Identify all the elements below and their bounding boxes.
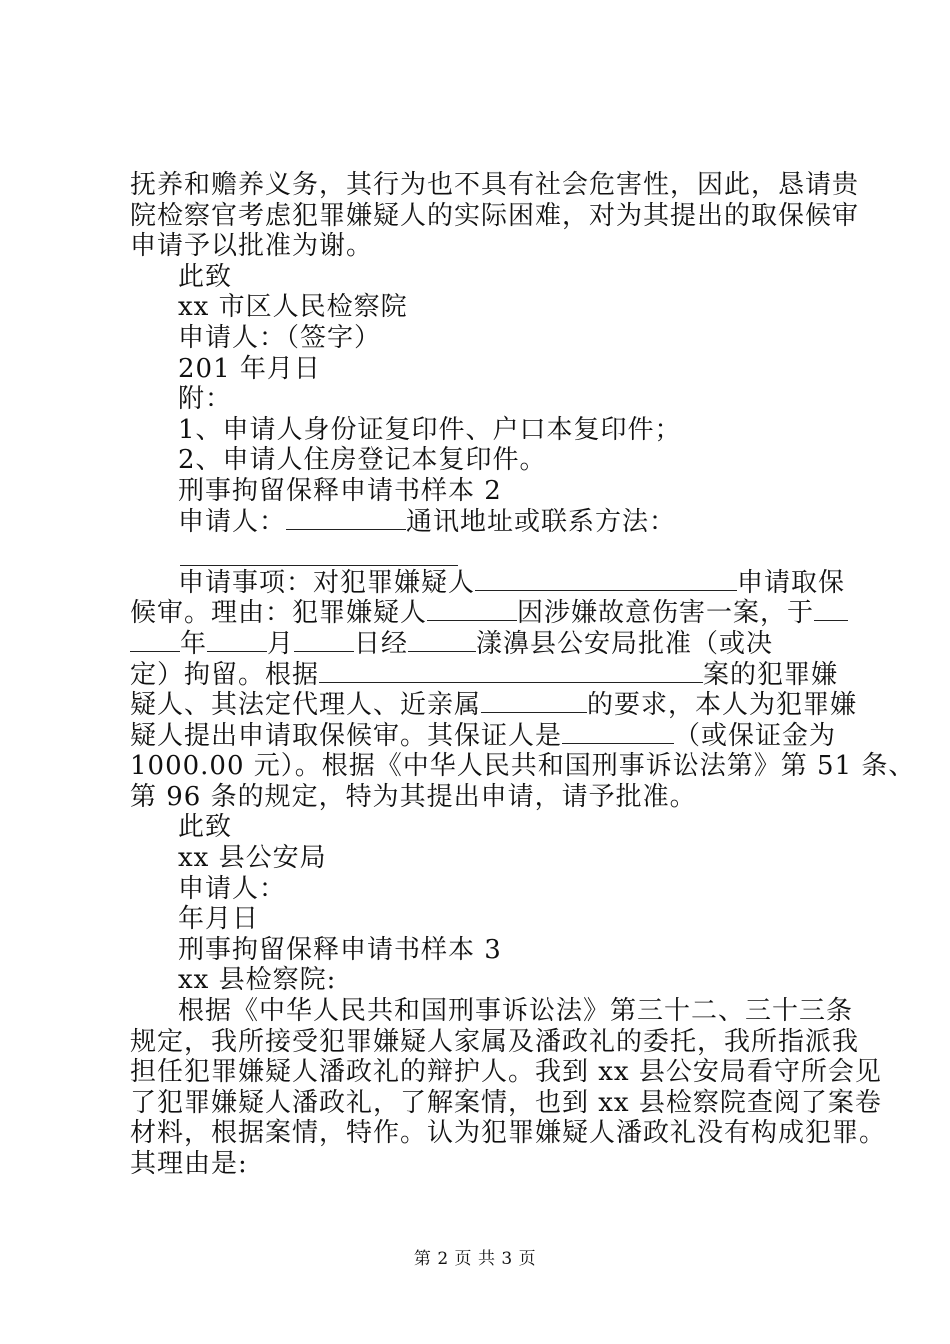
contact-label: 通讯地址或联系方法： bbox=[406, 506, 677, 537]
text-run: （或保证金为 bbox=[674, 720, 837, 751]
paragraph-line bbox=[130, 567, 846, 599]
fill-blank bbox=[481, 690, 587, 713]
paragraph-line bbox=[130, 720, 837, 752]
applicant-signature: 申请人： bbox=[178, 873, 287, 904]
contact-blank-line bbox=[130, 537, 830, 568]
fill-blank bbox=[180, 543, 458, 566]
text-run: 申请事项：对犯罪嫌疑人 bbox=[178, 567, 476, 598]
text-run: 定）拘留。根据 bbox=[130, 659, 320, 690]
paragraph-line: 其理由是: bbox=[130, 1149, 248, 1179]
closing-recipient: xx 县公安局 bbox=[178, 843, 327, 874]
applicant-signature: 申请人：（签字） bbox=[178, 322, 382, 353]
fill-blank bbox=[207, 629, 267, 652]
paragraph-line: 材料，根据案情，特作。认为犯罪嫌疑人潘政礼没有构成犯罪。 bbox=[130, 1118, 887, 1149]
paragraph-line bbox=[130, 629, 830, 660]
closing-recipient: xx 市区人民检察院 bbox=[178, 292, 408, 323]
document-body bbox=[130, 170, 916, 1180]
page-footer: 第 2 页 共 3 页 bbox=[413, 1249, 537, 1269]
text-run: 疑人、其法定代理人、近亲属 bbox=[130, 690, 482, 721]
text-run: 日经 bbox=[354, 628, 409, 659]
text-run: 疑人提出申请取保候审。其保证人是 bbox=[130, 720, 563, 751]
fill-blank bbox=[814, 598, 848, 621]
fill-blank bbox=[130, 629, 180, 652]
fill-blank bbox=[294, 629, 354, 652]
paragraph-line bbox=[130, 598, 830, 629]
date-line: 年月日 bbox=[178, 904, 260, 935]
attachment-item: 1、申请人身份证复印件、户口本复印件； bbox=[178, 414, 682, 445]
letter-recipient: xx 县检察院: bbox=[178, 965, 337, 996]
paragraph-line: 申请予以批准为谢。 bbox=[130, 231, 374, 262]
text-run: 漾濞县公安局批准（或决 bbox=[476, 628, 774, 659]
attachment-label: 附： bbox=[178, 384, 233, 415]
fill-blank bbox=[286, 507, 406, 530]
paragraph-line: 抚养和赡养义务，其行为也不具有社会危害性，因此，恳请贵 bbox=[130, 170, 860, 200]
fill-blank bbox=[408, 629, 476, 652]
fill-blank bbox=[319, 660, 703, 683]
paragraph-line: 了犯罪嫌疑人潘政礼，了解案情，也到 xx 县检察院查阅了案卷 bbox=[130, 1087, 882, 1118]
closing-greeting: 此致 bbox=[178, 812, 233, 843]
date-line: 201 年月日 bbox=[178, 353, 321, 384]
paragraph-line: 1000.00 元）。根据《中华人民共和国刑事诉讼法第》第 51 条、 bbox=[130, 751, 916, 782]
applicant-label: 申请人： bbox=[178, 506, 287, 537]
paragraph-line: 第 96 条的规定，特为其提出申请，请予批准。 bbox=[130, 781, 697, 812]
text-run: 年 bbox=[180, 628, 208, 659]
applicant-contact-line bbox=[130, 507, 830, 538]
paragraph-line bbox=[130, 659, 839, 691]
text-run: 因涉嫌故意伤害一案，于 bbox=[517, 598, 815, 629]
paragraph-line: 院检察官考虑犯罪嫌疑人的实际困难，对为其提出的取保候审 bbox=[130, 200, 860, 231]
fill-blank bbox=[562, 721, 674, 744]
fill-blank bbox=[427, 598, 517, 621]
text-run: 案的犯罪嫌 bbox=[703, 659, 839, 690]
text-run: 的要求，本人为犯罪嫌 bbox=[587, 690, 858, 721]
fill-blank bbox=[475, 568, 737, 591]
closing-greeting: 此致 bbox=[178, 261, 233, 292]
text-run: 候审。理由：犯罪嫌疑人 bbox=[130, 598, 428, 629]
sample-title: 刑事拘留保释申请书样本 3 bbox=[178, 934, 502, 965]
paragraph-line: 担任犯罪嫌疑人潘政礼的辩护人。我到 xx 县公安局看守所会见 bbox=[130, 1057, 882, 1088]
paragraph-line bbox=[130, 690, 858, 721]
sample-title: 刑事拘留保释申请书样本 2 bbox=[178, 475, 502, 506]
paragraph-line: 根据《中华人民共和国刑事诉讼法》第三十二、三十三条 bbox=[178, 996, 854, 1027]
paragraph-line: 规定，我所接受犯罪嫌疑人家属及潘政礼的委托，我所指派我 bbox=[130, 1026, 860, 1057]
text-run: 月 bbox=[267, 628, 295, 659]
text-run: 申请取保 bbox=[737, 567, 846, 598]
attachment-item: 2、申请人住房登记本复印件。 bbox=[178, 445, 547, 476]
